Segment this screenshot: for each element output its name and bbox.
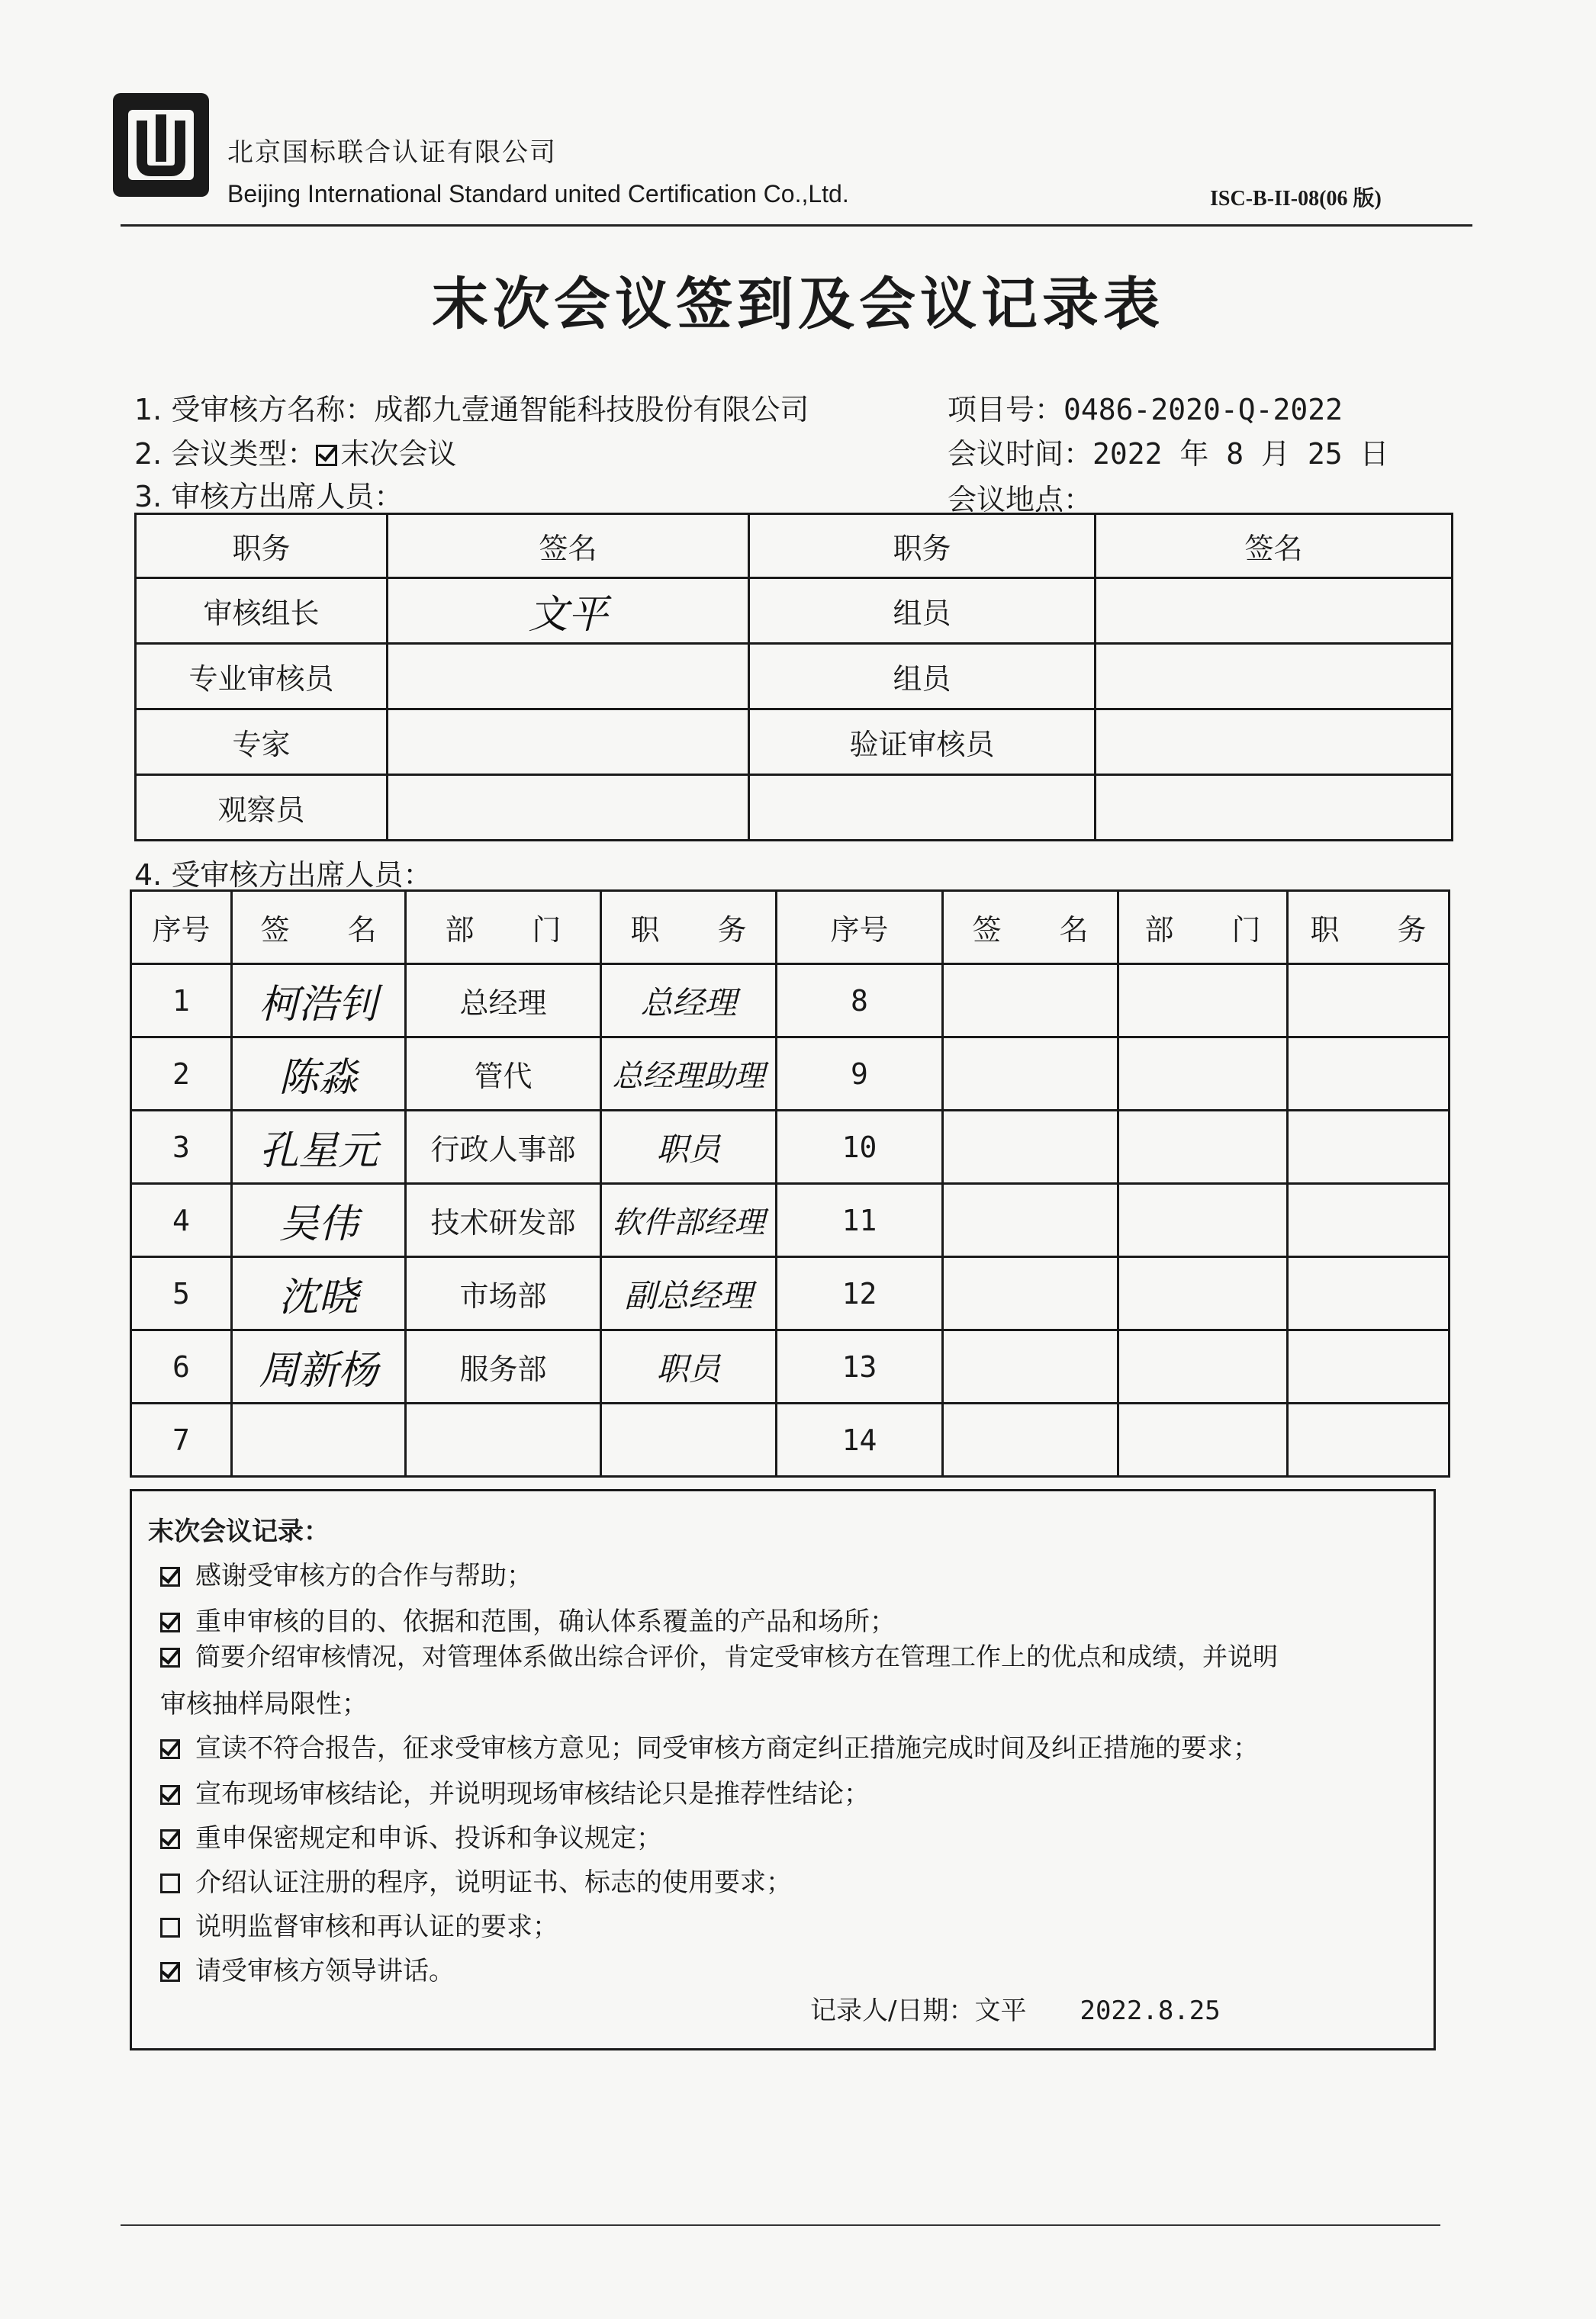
department-cell <box>1118 964 1288 1037</box>
position-cell <box>1288 1404 1450 1477</box>
meeting-time-line <box>948 430 1389 472</box>
record-item <box>160 1906 558 1943</box>
header-title: 职 务 <box>601 891 777 964</box>
meeting-record-title: 末次会议记录： <box>148 1517 330 1547</box>
row-number: 4 <box>131 1184 232 1257</box>
header-sign: 签 名 <box>232 891 406 964</box>
meeting-location-label: 会议地点： <box>948 483 1093 516</box>
position-cell: 总经理助理 <box>601 1037 777 1111</box>
record-checkbox[interactable] <box>160 1785 180 1805</box>
department-cell: 总经理 <box>406 964 601 1037</box>
record-item-text: 介绍认证注册的程序，说明证书、标志的使用要求； <box>195 1867 792 1898</box>
record-item-text: 重申审核的目的、依据和范围，确认体系覆盖的产品和场所； <box>195 1607 896 1637</box>
project-label: 项目号： <box>948 393 1064 426</box>
page-title: 末次会议签到及会议记录表 <box>432 272 1164 337</box>
record-item <box>160 1637 1278 1673</box>
record-item <box>160 1600 896 1638</box>
position-cell: 职员 <box>601 1111 777 1184</box>
meeting-type-value: 末次会议 <box>340 437 457 471</box>
table-row <box>131 1111 1450 1184</box>
signature-cell[interactable]: 文平 <box>388 578 749 644</box>
signature-cell[interactable]: 陈淼 <box>232 1037 406 1111</box>
header-dept: 部 门 <box>1118 891 1288 964</box>
record-checkbox[interactable] <box>160 1648 180 1668</box>
department-cell <box>406 1404 601 1477</box>
meeting-time-label: 会议时间： <box>948 437 1093 471</box>
record-checkbox[interactable] <box>160 1874 180 1893</box>
project-value: 0486-2020-Q-2022 <box>1063 393 1343 426</box>
signature-cell[interactable]: 周新杨 <box>232 1330 406 1404</box>
record-item-text: 感谢受审核方的合作与帮助； <box>195 1561 533 1591</box>
meeting-type-line <box>134 430 456 472</box>
department-cell: 技术研发部 <box>406 1184 601 1257</box>
auditee-line <box>134 386 809 428</box>
department-cell: 行政人事部 <box>406 1111 601 1184</box>
department-cell <box>1118 1330 1288 1404</box>
role-cell: 专家 <box>136 709 388 775</box>
role-cell: 审核组长 <box>136 578 388 644</box>
header-sign: 签名 <box>388 514 749 578</box>
signature-cell[interactable] <box>943 1111 1118 1184</box>
recorder-line <box>810 1989 1221 2027</box>
row-number: 6 <box>131 1330 232 1404</box>
table-row <box>131 1404 1450 1477</box>
table-row <box>131 1184 1450 1257</box>
record-checkbox[interactable] <box>160 1829 180 1849</box>
row-number: 3 <box>131 1111 232 1184</box>
table-row <box>136 709 1453 775</box>
department-cell <box>1118 1404 1288 1477</box>
record-item-text: 说明监督审核和再认证的要求； <box>195 1912 558 1942</box>
record-item-continuation: 审核抽样局限性； <box>160 1689 368 1719</box>
record-item-text: 请受审核方领导讲话。 <box>195 1956 455 1986</box>
row-number: 11 <box>777 1184 943 1257</box>
form-code: ISC-B-II-08(06 版) <box>1210 187 1382 211</box>
signature-cell[interactable] <box>388 644 749 709</box>
signature-cell[interactable] <box>1096 709 1453 775</box>
auditee-attendees-label: 4. 受审核方出席人员： <box>134 858 433 892</box>
table-row <box>136 775 1453 841</box>
record-checkbox[interactable] <box>160 1962 180 1982</box>
meeting-time-value: 2022 年 8 月 25 日 <box>1092 437 1389 471</box>
row-number: 1 <box>131 964 232 1037</box>
role-cell: 验证审核员 <box>749 709 1096 775</box>
signature-cell[interactable] <box>388 709 749 775</box>
signature-cell[interactable] <box>388 775 749 841</box>
signature-cell[interactable]: 沈晓 <box>232 1257 406 1330</box>
auditor-attendees-label: 3. 审核方出席人员： <box>134 480 404 513</box>
row-number: 7 <box>131 1404 232 1477</box>
signature-cell[interactable]: 孔星元 <box>232 1111 406 1184</box>
signature-cell[interactable] <box>943 1184 1118 1257</box>
record-item-text: 宣布现场审核结论，并说明现场审核结论只是推荐性结论； <box>195 1779 870 1809</box>
table-row <box>136 644 1453 709</box>
record-item-text: 简要介绍审核情况，对管理体系做出综合评价，肯定受审核方在管理工作上的优点和成绩，并说明 <box>195 1642 1278 1671</box>
table-row <box>136 578 1453 644</box>
record-checkbox[interactable] <box>160 1918 180 1938</box>
row-number: 9 <box>777 1037 943 1111</box>
record-item <box>160 1861 792 1899</box>
row-number: 8 <box>777 964 943 1037</box>
department-cell: 市场部 <box>406 1257 601 1330</box>
recorder-name: 文平 <box>974 1996 1027 2026</box>
auditor-table <box>134 513 1453 841</box>
role-cell <box>749 775 1096 841</box>
header-role: 职务 <box>749 514 1096 578</box>
record-item <box>160 1727 1259 1764</box>
signature-cell[interactable] <box>1096 644 1453 709</box>
position-cell <box>1288 964 1450 1037</box>
record-item <box>160 1817 662 1854</box>
position-cell: 副总经理 <box>601 1257 777 1330</box>
role-cell: 专业审核员 <box>136 644 388 709</box>
row-number: 14 <box>777 1404 943 1477</box>
signature-cell[interactable] <box>943 1037 1118 1111</box>
record-checkbox[interactable] <box>160 1739 180 1759</box>
meeting-location-line <box>948 476 1092 518</box>
company-logo <box>111 92 211 198</box>
auditee-value: 成都九壹通智能科技股份有限公司 <box>374 393 809 426</box>
header-sign: 签 名 <box>943 891 1118 964</box>
header-role: 职务 <box>136 514 388 578</box>
record-checkbox[interactable] <box>160 1567 180 1587</box>
auditee-label: 1. 受审核方名称： <box>134 393 375 426</box>
record-item-text: 重申保密规定和申诉、投诉和争议规定； <box>195 1823 662 1854</box>
header-no: 序号 <box>777 891 943 964</box>
signature-cell[interactable] <box>1096 775 1453 841</box>
position-cell <box>1288 1184 1450 1257</box>
position-cell <box>1288 1257 1450 1330</box>
row-number: 10 <box>777 1111 943 1184</box>
row-number: 2 <box>131 1037 232 1111</box>
footer-divider <box>121 2224 1440 2226</box>
header-dept: 部 门 <box>406 891 601 964</box>
meeting-type-label: 2. 会议类型： <box>134 437 317 471</box>
department-cell <box>1118 1184 1288 1257</box>
position-cell <box>1288 1037 1450 1111</box>
role-cell: 组员 <box>749 578 1096 644</box>
company-name-en: Beijing International Standard united Certification Co.,Ltd. <box>227 180 849 207</box>
meeting-type-checkbox[interactable] <box>316 445 337 466</box>
table-row <box>131 1330 1450 1404</box>
signature-cell[interactable]: 吴伟 <box>232 1184 406 1257</box>
record-item <box>160 1555 533 1592</box>
department-cell <box>1118 1037 1288 1111</box>
role-cell: 组员 <box>749 644 1096 709</box>
signature-cell[interactable] <box>232 1404 406 1477</box>
department-cell: 服务部 <box>406 1330 601 1404</box>
header-title: 职 务 <box>1288 891 1450 964</box>
position-cell <box>601 1404 777 1477</box>
record-item-text: 宣读不符合报告，征求受审核方意见；同受审核方商定纠正措施完成时间及纠正措施的要求； <box>195 1733 1259 1764</box>
table-row <box>131 1037 1450 1111</box>
row-number: 13 <box>777 1330 943 1404</box>
signature-cell[interactable] <box>943 1404 1118 1477</box>
position-cell <box>1288 1330 1450 1404</box>
department-cell <box>1118 1257 1288 1330</box>
role-cell: 观察员 <box>136 775 388 841</box>
auditor-table-header <box>136 514 1453 578</box>
department-cell <box>1118 1111 1288 1184</box>
recorder-label: 记录人/日期： <box>810 1996 975 2026</box>
header-divider <box>121 224 1472 227</box>
department-cell: 管代 <box>406 1037 601 1111</box>
signature-cell[interactable] <box>943 1257 1118 1330</box>
signature-cell[interactable] <box>1096 578 1453 644</box>
record-checkbox[interactable] <box>160 1613 180 1632</box>
auditee-table-header <box>131 891 1450 964</box>
table-row <box>131 1257 1450 1330</box>
position-cell: 总经理 <box>601 964 777 1037</box>
header-no: 序号 <box>131 891 232 964</box>
header-sign: 签名 <box>1096 514 1453 578</box>
row-number: 5 <box>131 1257 232 1330</box>
recorder-date: 2022.8.25 <box>1080 1996 1221 2026</box>
company-name-cn: 北京国标联合认证有限公司 <box>227 137 557 168</box>
position-cell <box>1288 1111 1450 1184</box>
position-cell: 职员 <box>601 1330 777 1404</box>
row-number: 12 <box>777 1257 943 1330</box>
signature-cell[interactable]: 柯浩钊 <box>232 964 406 1037</box>
signature-cell[interactable] <box>943 1330 1118 1404</box>
record-item <box>160 1950 455 1987</box>
record-item <box>160 1773 870 1810</box>
table-row <box>131 964 1450 1037</box>
position-cell: 软件部经理 <box>601 1184 777 1257</box>
signature-cell[interactable] <box>943 964 1118 1037</box>
project-line <box>948 386 1343 428</box>
auditee-table <box>130 889 1450 1478</box>
